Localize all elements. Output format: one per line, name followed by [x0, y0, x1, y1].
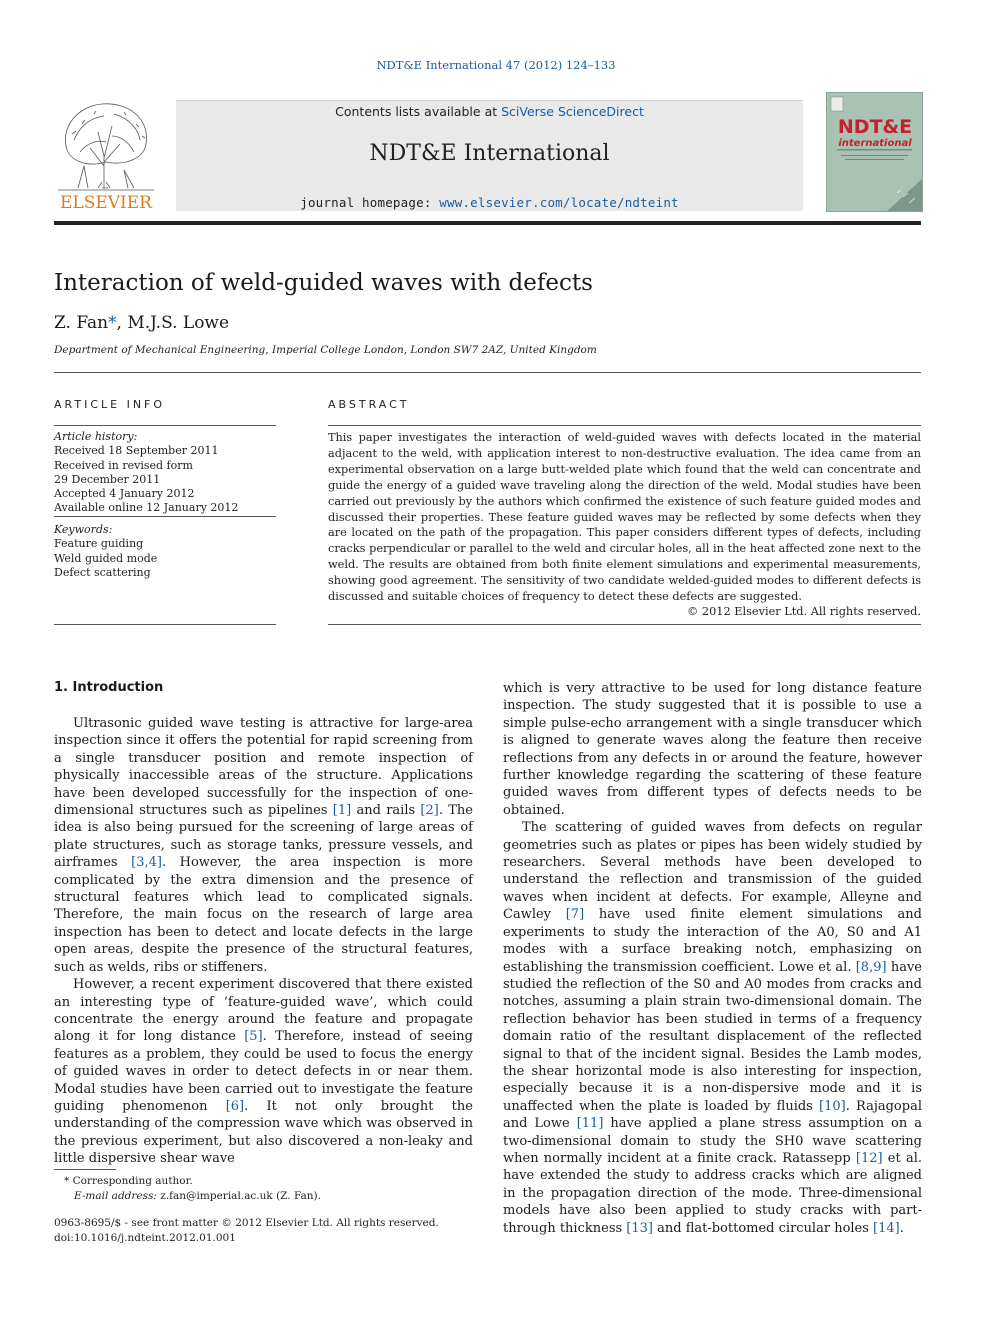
- elsevier-wordmark: ELSEVIER: [60, 193, 152, 212]
- homepage-prefix: journal homepage:: [300, 195, 440, 210]
- author-first[interactable]: Z. Fan: [54, 313, 109, 333]
- reference-link[interactable]: [3,4]: [131, 855, 162, 871]
- contents-prefix: Contents lists available at: [335, 104, 502, 119]
- email-label: E-mail address:: [74, 1189, 157, 1202]
- history-item: Received 18 September 2011: [54, 444, 219, 458]
- keywords: [54, 523, 276, 580]
- cover-title: NDT&E: [837, 116, 913, 138]
- email-note: [54, 1189, 321, 1204]
- reference-link[interactable]: [7]: [565, 907, 585, 923]
- history-item: Available online 12 January 2012: [54, 501, 239, 515]
- history-item: 29 December 2011: [54, 472, 161, 486]
- article-info-rule: [54, 516, 276, 517]
- article-title: Interaction of weld-guided waves with defects: [54, 270, 593, 296]
- header-divider: [54, 221, 921, 225]
- email-address[interactable]: z.fan@imperial.ac.uk (Z. Fan).: [156, 1189, 321, 1202]
- keyword-item: Defect scattering: [54, 565, 151, 579]
- history-label: Article history:: [54, 430, 138, 443]
- paragraph: The scattering of guided waves from defects on regular geometries such as plates or pipes has been widely studied by researchers. Several methods have been developed to understand the reflection and transmission of the guided waves when incident at defects. For example, Alleyne and Cawley [7] have used finite element simulations and experiments to study the interaction of the A0, S0 and A1 modes with a surface breaking notch, emphasizing on establishing the transmission coefficient. Lowe et al. [8,9] have studied the reflection of the S0 and A0 modes from cracks and notches, assuming a plain strain two-dimensional domain. The reflection behavior has been studied in terms of a frequency domain ratio of the resultant displacement of the reflected signal to that of the incident signal. Besides the Lamb modes, the shear horizontal mode is also interesting for inspection, especially because it is a non-dispersive mode and it is unaffected when the plate is loaded by fluids [10]. Rajagopal and Lowe [11] have applied a plane stress assumption on a two-dimensional domain to study the SH0 wave scattering when normally incident at a finite crack. Ratassepp [12] et al. have extended the study to address cracks which are aligned in the propagation direction of the mode. Three-dimensional models have also been applied to study cracks with part-through thickness [13] and flat-bottomed circular holes [14].: [503, 820, 922, 1236]
- footnote-rule: [54, 1169, 116, 1170]
- reference-link[interactable]: [2]: [420, 803, 439, 819]
- reference-link[interactable]: [5]: [244, 1029, 263, 1045]
- reference-link[interactable]: [14]: [873, 1220, 900, 1236]
- reference-link[interactable]: [11]: [576, 1116, 604, 1132]
- article-info-rule: [54, 624, 276, 625]
- paragraph: Ultrasonic guided wave testing is attractive for large-area inspection since it offers the potential for rapid screening from a single transducer position and remote inspection of physically inaccessible areas of the structure. Applications have been developed successfully for the inspection of one-dimensional structures such as pipelines [1] and rails [2]. The idea is also being pursued for the screening of large areas of plate structures, such as storage tanks, pressure vessels, and airframes [3,4]. However, the area inspection is more complicated by the extra dimension and the presence of structural features which lead to complicated signals. Therefore, the main focus on the research of large area inspection has been to detect and locate defects in the large open areas, despite the presence of the structural features, such as welds, ribs or stiffeners.: [54, 716, 473, 975]
- article-authors: [54, 313, 229, 333]
- elsevier-tree-icon: [54, 96, 158, 212]
- reference-link[interactable]: [1]: [332, 803, 352, 819]
- contents-line: [176, 104, 803, 119]
- journal-citation[interactable]: NDT&E International 47 (2012) 124–133: [376, 58, 616, 72]
- homepage-link[interactable]: www.elsevier.com/locate/ndteint: [439, 195, 679, 210]
- history-item: Received in revised form: [54, 458, 193, 472]
- reference-link[interactable]: [6]: [225, 1098, 245, 1114]
- corresponding-author-note: * Corresponding author.: [64, 1175, 193, 1187]
- elsevier-logo: [54, 96, 158, 212]
- abstract-heading: ABSTRACT: [328, 398, 410, 411]
- reference-link[interactable]: [12]: [855, 1150, 883, 1166]
- article-info-rule: [54, 425, 276, 426]
- abstract-rule: [328, 425, 921, 426]
- keyword-item: Weld guided mode: [54, 551, 158, 565]
- cover-subtitle: international: [838, 138, 912, 149]
- sciencedirect-link[interactable]: SciVerse ScienceDirect: [501, 104, 644, 119]
- article-history: [54, 430, 276, 516]
- reference-link[interactable]: [10]: [819, 1098, 846, 1114]
- keyword-item: Feature guiding: [54, 537, 144, 551]
- footnote: [54, 1174, 321, 1203]
- doi-line[interactable]: doi:10.1016/j.ndteint.2012.01.001: [54, 1231, 236, 1244]
- abstract-text: This paper investigates the interaction of weld-guided waves with defects located in the material adjacent to the weld, with application interest to non-destructive evaluation. The idea came from an experimental observation on a large butt-welded plate which found that the weld can concentrate and guide the energy of a guided wave traveling along the direction of the weld. Modal studies have been carried out previously by the authors which confirmed the existence of such feature guided modes and discussed their properties. These feature guided waves may be reflected by some defects when they are located on the path of the propagation. This paper considers different types of defects, including cracks perpendicular or parallel to the weld and circular holes, all in the heat affected zone next to the weld. The results are obtained from both finite element simulations and experimental measurements, showing good agreement. The sensitivity of two candidate welded-guided modes to different defects is discussed and suitable choices of frequency to detect these defects are suggested.: [328, 431, 921, 604]
- section-heading-introduction: 1. Introduction: [54, 680, 164, 695]
- author-rest[interactable]: , M.J.S. Lowe: [116, 313, 230, 333]
- journal-cover: [826, 92, 923, 212]
- history-item: Accepted 4 January 2012: [54, 487, 195, 501]
- corresponding-author-mark[interactable]: *: [108, 313, 117, 333]
- title-divider: [54, 372, 921, 373]
- journal-name: NDT&E International: [369, 141, 610, 166]
- issn-line: 0963-8695/$ - see front matter © 2012 Elsevier Ltd. All rights reserved.: [54, 1217, 439, 1229]
- publication-info: [54, 1216, 439, 1245]
- keywords-label: Keywords:: [54, 523, 113, 536]
- paragraph: However, a recent experiment discovered that there existed an interesting type of ‘feature-guided wave’, which could concentrate the energy around the feature and propagate along it for long distance [5]. Therefore, instead of seeing features as a problem, they could be used to focus the energy of guided waves in order to detect defects in or near them. Modal studies have been carried out to investigate the feature guiding phenomenon [6]. It not only brought the understanding of the compression wave which was observed in the previous experiment, but also discovered a non-leaky and little dispersive shear wave: [54, 977, 473, 1167]
- body-column-right: [503, 680, 922, 1237]
- cover-image: [827, 93, 922, 211]
- abstract-copyright: © 2012 Elsevier Ltd. All rights reserved.: [687, 605, 921, 618]
- article-info-heading: ARTICLE INFO: [54, 398, 166, 411]
- reference-link[interactable]: [13]: [626, 1220, 653, 1236]
- journal-header: [176, 100, 803, 211]
- author-affiliation: Department of Mechanical Engineering, Imperial College London, London SW7 2AZ, United Kingdom: [54, 344, 597, 356]
- journal-homepage: [176, 195, 803, 210]
- paragraph: which is very attractive to be used for long distance feature inspection. The study suggested that it is possible to use a simple pulse-echo arrangement with a single transducer which is aligned to generate waves along the feature then receive reflections from any defects in or around the feature, however further knowledge regarding the scattering of these feature guided waves from different types of defects needs to be obtained.: [503, 681, 922, 818]
- body-column-left: [54, 715, 473, 1168]
- reference-link[interactable]: [8,9]: [855, 959, 887, 975]
- abstract-rule: [328, 624, 921, 625]
